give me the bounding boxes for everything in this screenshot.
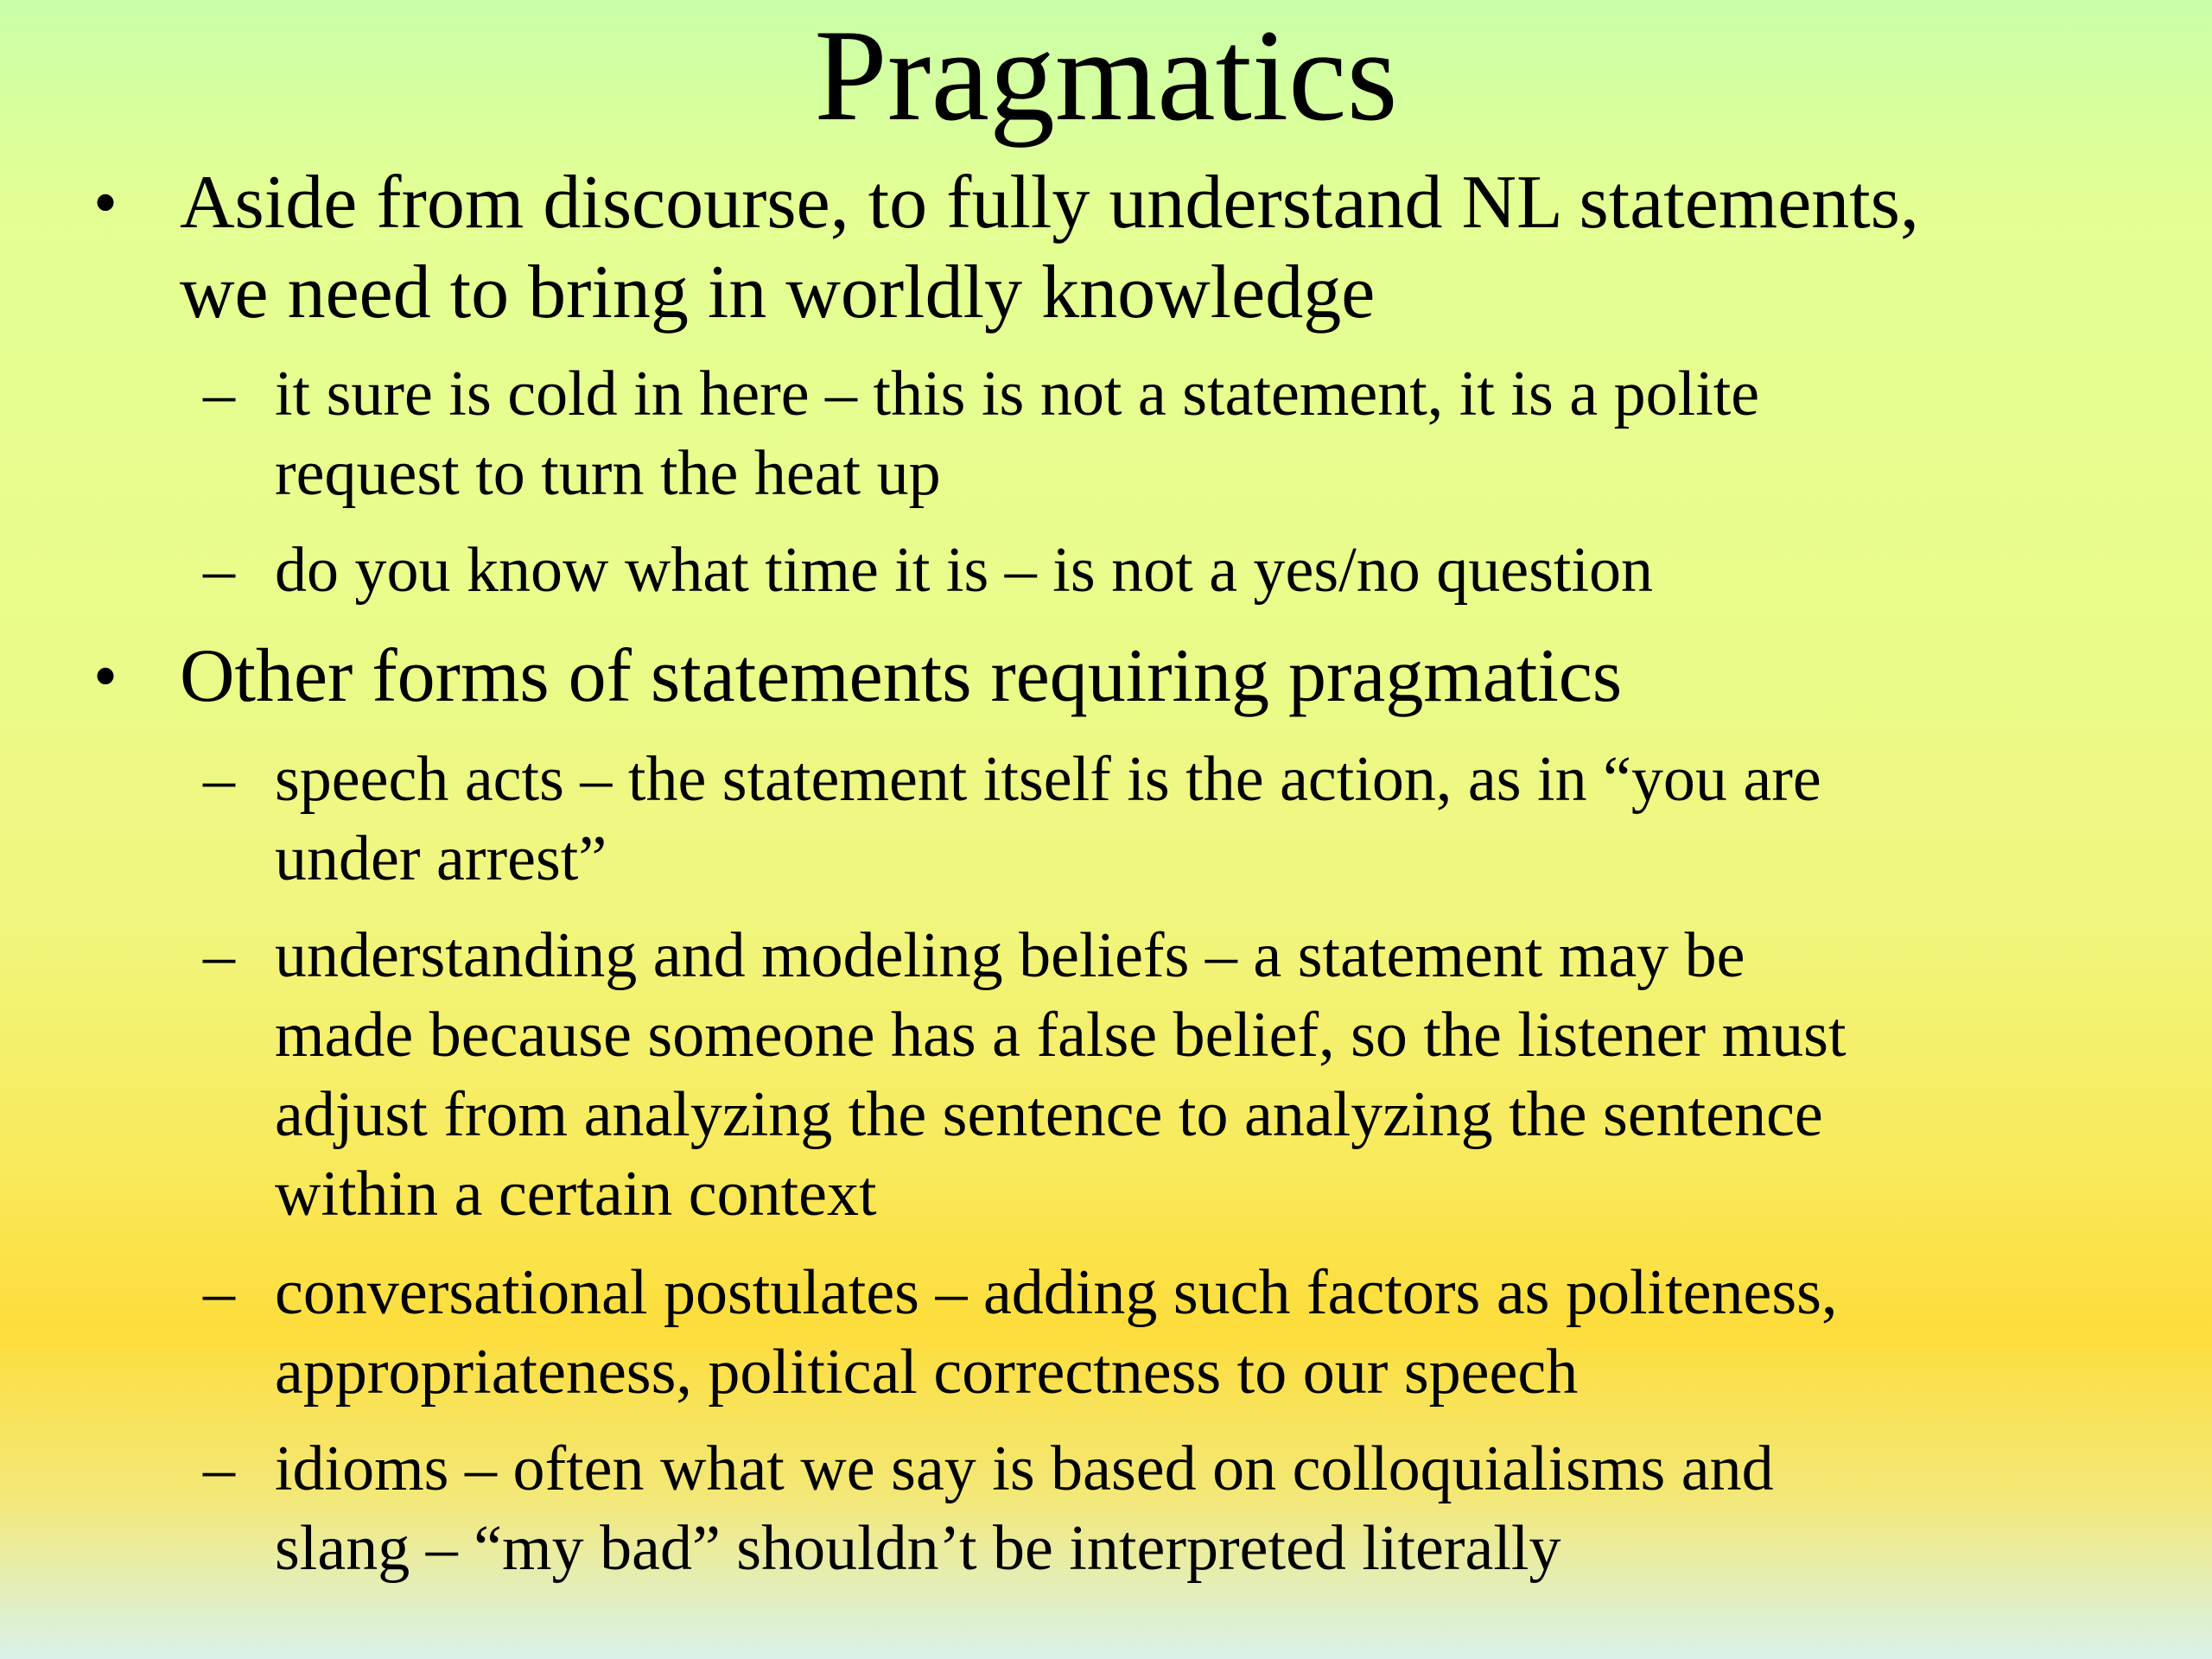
dash-marker: – xyxy=(203,1433,235,1504)
slide-title: Pragmatics xyxy=(814,3,1398,148)
sub-bullet-text-line: under arrest” xyxy=(275,823,607,894)
dash-marker: – xyxy=(203,1257,235,1328)
sub-bullet-text-line: do you know what time it is – is not a yes/no question xyxy=(275,535,1654,606)
sub-bullet-text-line: made because someone has a false belief, so the listener must xyxy=(275,1000,1847,1071)
sub-bullet-text-line: request to turn the heat up xyxy=(275,438,941,509)
dash-marker: – xyxy=(203,744,235,815)
sub-bullet-text-line: within a certain context xyxy=(275,1159,877,1230)
bullet-text-line: Other forms of statements requiring pragmatics xyxy=(180,634,1623,718)
bullet-marker: • xyxy=(93,165,118,241)
sub-bullet-text-line: speech acts – the statement itself is the action, as in “you are xyxy=(275,744,1821,815)
sub-bullet-text-line: slang – “my bad” shouldn’t be interpreted literally xyxy=(275,1513,1561,1584)
sub-bullet-text-line: idioms – often what we say is based on colloquialisms and xyxy=(275,1433,1774,1504)
bullet-text-line: Aside from discourse, to fully understand NL statements, xyxy=(180,161,1919,245)
dash-marker: – xyxy=(203,359,235,429)
dash-marker: – xyxy=(203,535,235,606)
bullet-text-line: we need to bring in worldly knowledge xyxy=(180,251,1376,334)
sub-bullet-text-line: conversational postulates – adding such factors as politeness, xyxy=(275,1257,1838,1328)
sub-bullet-text-line: adjust from analyzing the sentence to analyzing the sentence xyxy=(275,1079,1823,1150)
bullet-marker: • xyxy=(93,639,118,715)
sub-bullet-text-line: appropriateness, political correctness to our speech xyxy=(275,1337,1579,1408)
sub-bullet-text-line: it sure is cold in here – this is not a statement, it is a polite xyxy=(275,359,1760,429)
sub-bullet-text-line: understanding and modeling beliefs – a statement may be xyxy=(275,920,1745,991)
dash-marker: – xyxy=(203,920,235,991)
